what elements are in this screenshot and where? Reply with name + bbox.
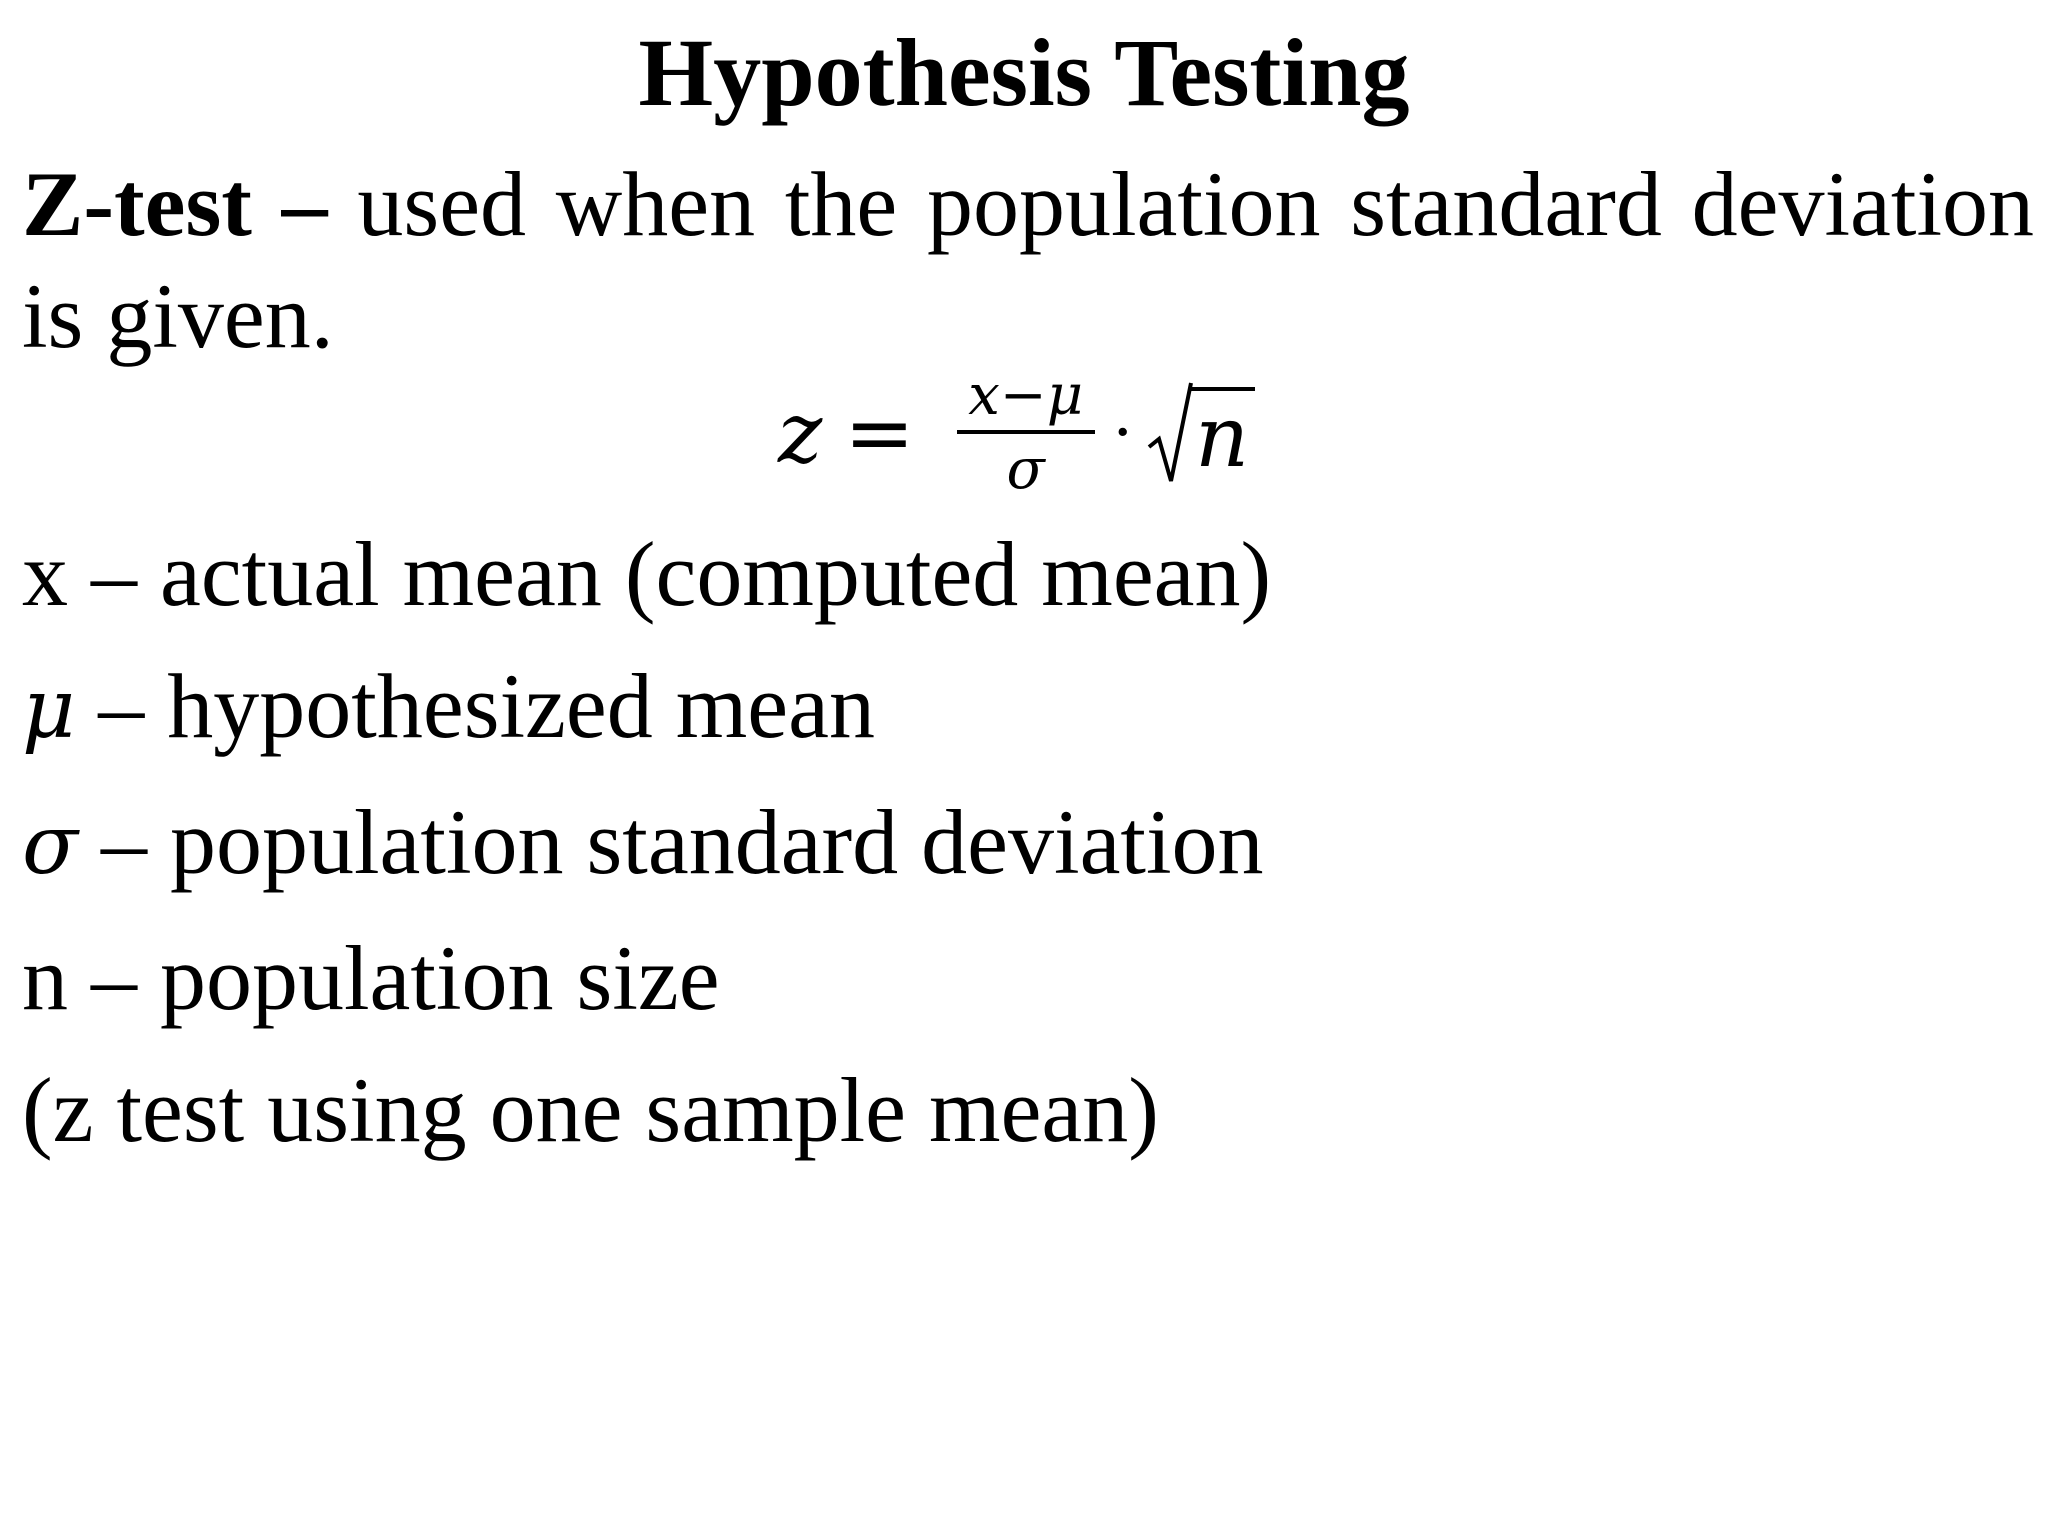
definition-symbol: n xyxy=(22,927,68,1029)
definition-n xyxy=(22,912,1922,1044)
variable-definitions xyxy=(22,508,1922,1176)
definition-text: – population standard deviation xyxy=(100,791,1264,893)
definition-text: – actual mean (computed mean) xyxy=(91,523,1272,625)
formula-lhs: z xyxy=(778,384,823,482)
definition-sigma xyxy=(22,776,1922,912)
radical-sign-icon xyxy=(1147,381,1193,485)
z-score-formula xyxy=(778,363,1255,502)
formula-fraction xyxy=(957,363,1095,502)
definition-symbol: σ xyxy=(22,798,78,893)
definition-symbol: x xyxy=(22,523,68,625)
term-dash: – xyxy=(281,153,328,255)
formula-equals: = xyxy=(844,384,915,482)
definition-x xyxy=(22,508,1922,640)
fraction-denominator: σ xyxy=(1006,437,1045,502)
formula-note: (z test using one sample mean) xyxy=(22,1059,1159,1161)
z-test-usage-text: used when the population standard deviation is given. xyxy=(22,153,2034,367)
radicand: n xyxy=(1191,387,1255,485)
definition-text: – hypothesized mean xyxy=(98,655,875,757)
definition-symbol: μ xyxy=(22,662,76,757)
definition-mu xyxy=(22,640,1922,776)
slide-title: Hypothesis Testing xyxy=(638,19,1410,126)
formula-multiply-dot: · xyxy=(1112,396,1133,470)
z-test-description xyxy=(22,148,2034,372)
square-root xyxy=(1147,381,1255,485)
z-test-term: Z-test xyxy=(22,153,252,255)
definition-text: – population size xyxy=(91,927,720,1029)
fraction-numerator: x−μ xyxy=(968,363,1084,428)
